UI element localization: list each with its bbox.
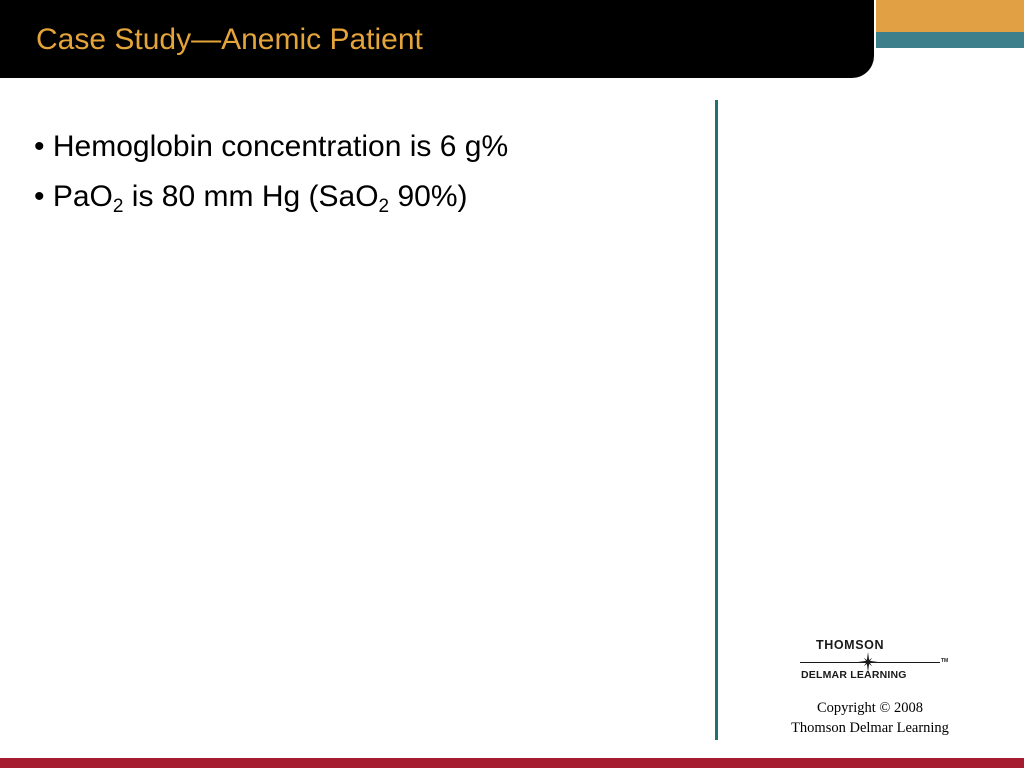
copyright-line: Thomson Delmar Learning [791, 720, 949, 736]
logo-text-thomson: THOMSON [816, 638, 885, 652]
bullet-item-hemoglobin [34, 128, 508, 178]
copyright-line: Copyright © 2008 [816, 700, 924, 716]
header-bar [0, 0, 874, 78]
thomson-delmar-logo [800, 638, 960, 684]
vertical-divider [715, 100, 718, 740]
bullet-marker: • [34, 180, 45, 213]
bullet-text-part: PaO [52, 180, 113, 213]
bullet-text-part: 90%) [389, 180, 468, 213]
logo-trademark: TM [941, 658, 949, 664]
bullet-text: Hemoglobin concentration is 6 g% [52, 130, 509, 163]
subscript: 2 [112, 196, 124, 217]
subscript: 2 [378, 196, 390, 217]
bullet-item-pao2 [34, 178, 508, 228]
bullet-text-part: is 80 mm Hg (SaO [123, 180, 379, 213]
bottom-bar [0, 758, 1024, 768]
copyright-notice [760, 698, 980, 738]
header-accent-orange [876, 0, 1024, 32]
logo-text-delmar: DELMAR LEARNING [801, 669, 907, 681]
bullet-marker: • [34, 130, 45, 163]
bullet-list [34, 128, 508, 228]
slide-title: Case Study—Anemic Patient [36, 23, 423, 56]
header-accent-teal [876, 32, 1024, 48]
